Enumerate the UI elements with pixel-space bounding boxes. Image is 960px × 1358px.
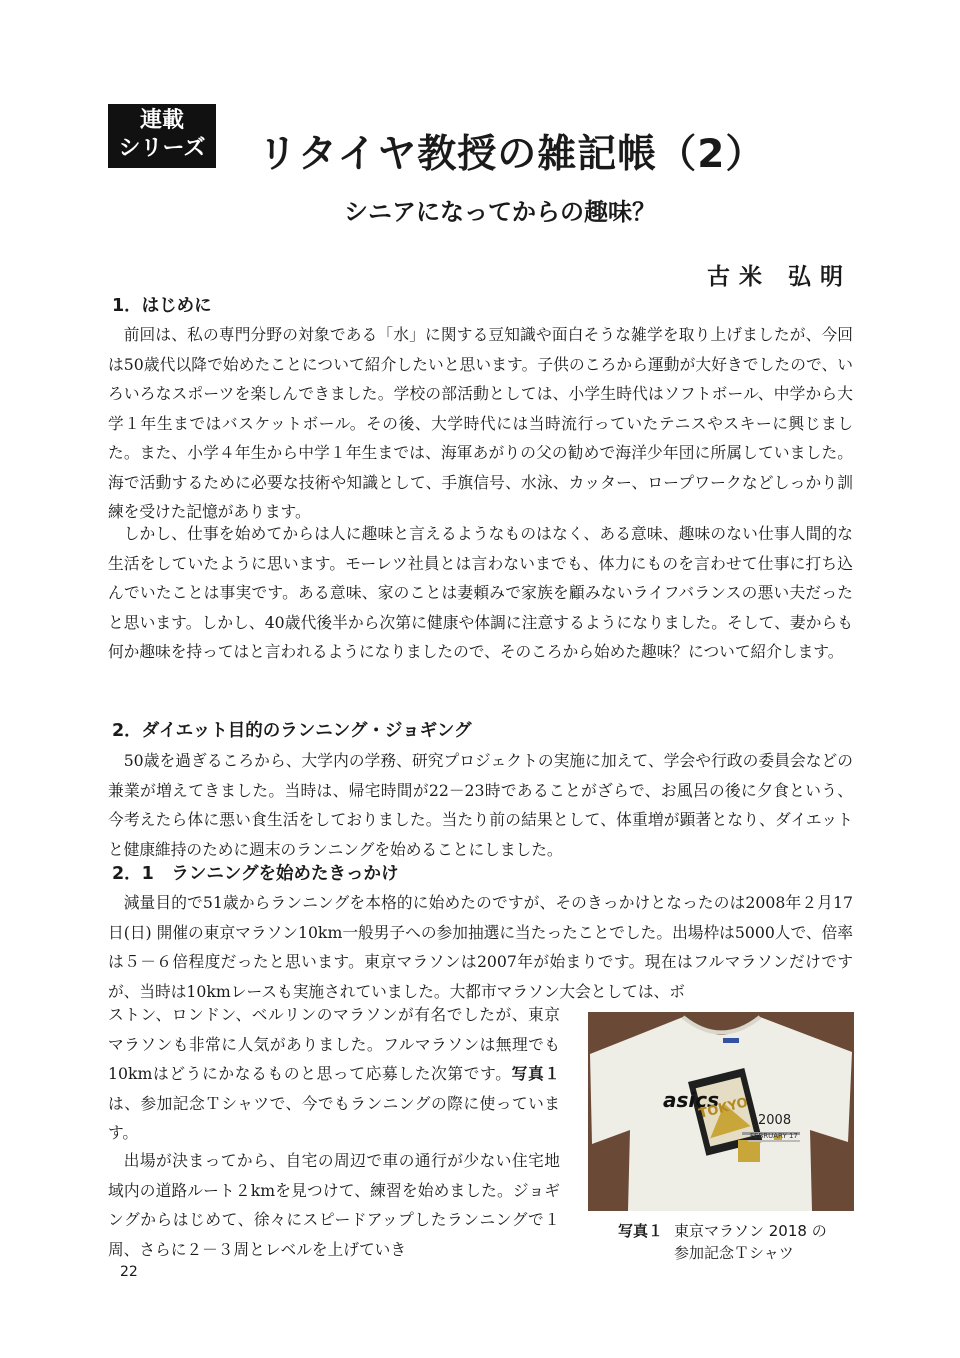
section-1-paragraph-1: 前回は、私の専門分野の対象である「水」に関する豆知識や面白そうな雑学を取り上げましたが、今回は50歳代以降で始めたことについて紹介したいと思います。子供のころから運動が大好きでしたので、いろいろなスポーツを楽しんできました。学校の部活動としては、小学生時代はソフトボール、中学から大学１年生まではバスケットボール。その後、大学時代には当時流行っていたテニスやスキーに興じました。また、小学４年生から中学１年生までは、海軍あがりの父の勧めで海洋少年団に所属していました。海で活動するために必要な技術や知識として、手旗信号、水泳、カッター、ロープワークなどしっかり訓練を受けた記憶があります。 xyxy=(108,325,853,521)
photo-city-text: TOKYO xyxy=(697,1095,750,1122)
photo-reference: 写真１ xyxy=(511,1064,560,1083)
series-badge xyxy=(108,104,216,168)
tshirt-photo xyxy=(588,1012,854,1211)
photo-year-text: 2008 xyxy=(758,1113,792,1128)
author-name: 古米 弘明 xyxy=(706,263,852,290)
section-2-paragraph: 50歳を過ぎるころから、大学内の学務、研究プロジェクトの実施に加えて、学会や行政の委員会などの兼業が増えてきました。当時は、帰宅時間が22－23時であることがざらで、お風呂の後に夕食という、今考えたら体に悪い食生活をしておりました。当たり前の結果として、体重増が顕著となり、ダイエットと健康維持のために週末のランニングを始めることにしました。 xyxy=(108,751,853,859)
caption-line-2: 参加記念Ｔシャツ xyxy=(674,1244,794,1262)
section-1-heading: 1．はじめに xyxy=(112,296,212,316)
page-title: リタイヤ教授の雑記帳（2） xyxy=(258,132,766,177)
photo-brand-text: asics xyxy=(663,1088,720,1112)
badge-line-2: シリーズ xyxy=(118,136,206,161)
section-2-1-paragraph-wide: 減量目的で51歳からランニングを本格的に始めたのですが、そのきっかけとなったのは2008年２月17日(日) 開催の東京マラソン10km一般男子への参加抽選に当たったことでした。出場枠は5000人で、倍率は５－６倍程度だったと思います。東京マラソンは2007年が始まりです。現在はフルマラソンだけですが、当時は10kmレースも実施されていました。大都市マラソン大会としては、ボ xyxy=(108,893,853,1001)
badge-line-1: 連載 xyxy=(139,108,184,133)
caption-label: 写真１ xyxy=(618,1222,664,1240)
page-number: 22 xyxy=(120,1264,138,1280)
paragraph-text-before-ref: ストン、ロンドン、ベルリンのマラソンが有名でしたが、東京マラソンも非常に人気がありました。フルマラソンは無理でも10kmはどうにかなるものと思って応募した次第です。 xyxy=(108,1005,560,1083)
section-2-1-paragraph-2: 出場が決まってから、自宅の周辺で車の通行が少ない住宅地域内の道路ルート２kmを見つけて、練習を始めました。ジョギングからはじめて、徐々にスピードアップしたランニングで１周、さらに２－３周とレベルを上げていき xyxy=(108,1151,560,1259)
photo-caption xyxy=(588,1220,854,1264)
section-2-1-heading: 2．1 ランニングを始めたきっかけ xyxy=(112,864,399,884)
section-2-heading: 2．ダイエット目的のランニング・ジョギング xyxy=(112,721,472,741)
paragraph-text-after-ref: は、参加記念Ｔシャツで、今でもランニングの際に使っています。 xyxy=(108,1093,560,1142)
caption-line-1: 東京マラソン 2018 の xyxy=(674,1222,827,1240)
section-1-paragraph-2: しかし、仕事を始めてからは人に趣味と言えるようなものはなく、ある意味、趣味のない仕事人間的な生活をしていたように思います。モーレツ社員とは言わないまでも、体力にものを言わせて仕事に打ち込んでいたことは事実です。ある意味、家のことは妻頼みで家族を顧みないライフバランスの悪い夫だったと思います。しかし、40歳代後半から次第に健康や体調に注意するようになりました。そして、妻からも何か趣味を持ってはと言われるようになりましたので、そのころから始めた趣味？について紹介します。 xyxy=(108,524,853,661)
tshirt-illustration xyxy=(588,1012,854,1211)
section-2-1-paragraph-narrow xyxy=(108,1000,560,1148)
page-subtitle: シニアになってからの趣味？ xyxy=(344,198,656,226)
photo-date-text: FEBRUARY 17 xyxy=(750,1132,798,1140)
